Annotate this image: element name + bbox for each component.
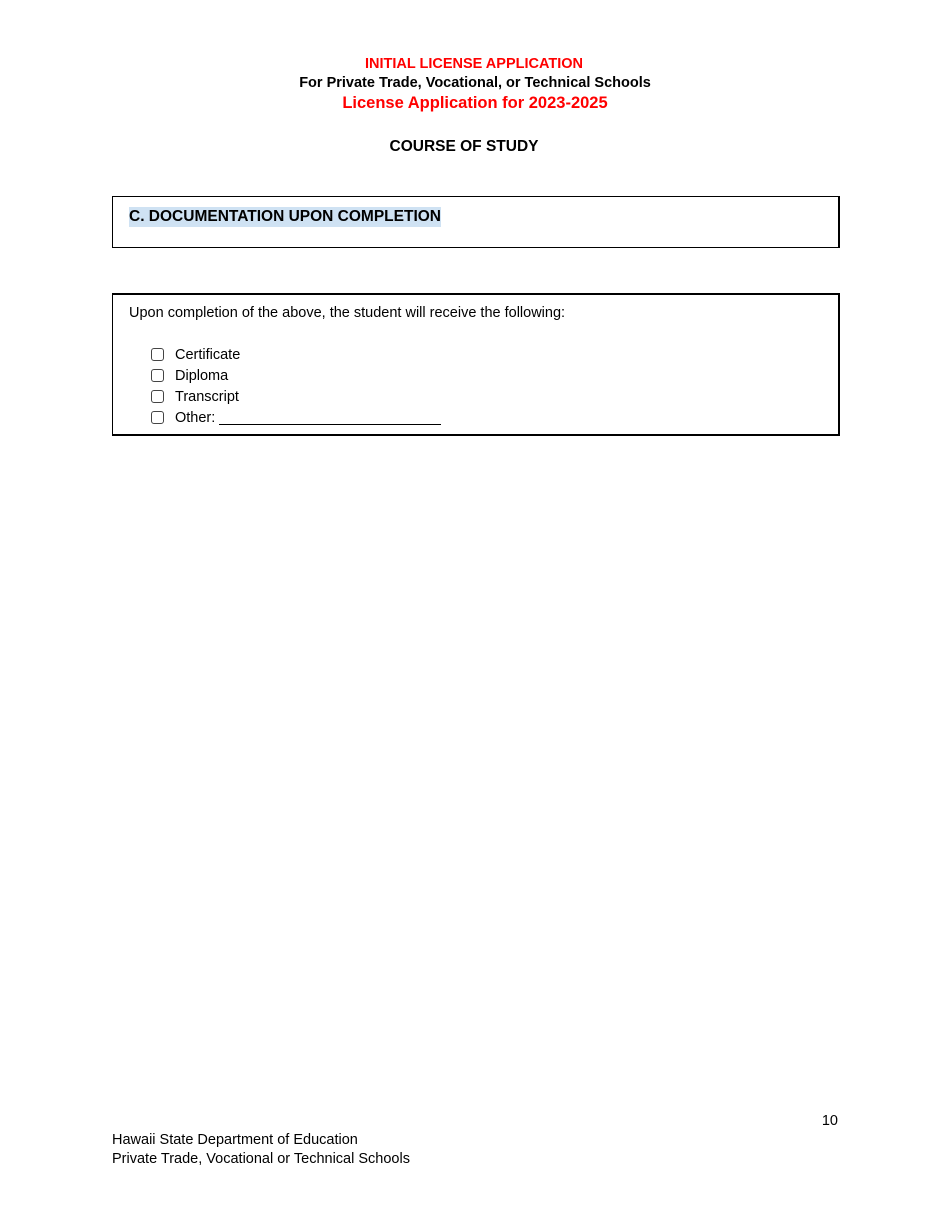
option-certificate[interactable] [151, 344, 441, 365]
option-label: Certificate [175, 346, 241, 363]
school-type-subtitle: For Private Trade, Vocational, or Technical Schools [299, 75, 651, 91]
option-label: Transcript [175, 388, 239, 405]
other-blank-field[interactable] [219, 411, 441, 425]
documentation-checklist [151, 344, 441, 428]
section-c-title: C. DOCUMENTATION UPON COMPLETION [129, 208, 441, 225]
certificate-checkbox[interactable] [151, 348, 164, 361]
completion-intro-text: Upon completion of the above, the student will receive the following: [129, 305, 566, 321]
document-header [0, 55, 950, 114]
footer-department: Hawaii State Department of Education [112, 1132, 358, 1148]
document-footer [112, 1131, 410, 1169]
option-transcript[interactable] [151, 386, 441, 407]
transcript-checkbox[interactable] [151, 390, 164, 403]
option-label: Diploma [175, 367, 229, 384]
page-number: 10 [821, 1113, 838, 1129]
section-title: COURSE OF STUDY [389, 138, 539, 155]
option-diploma[interactable] [151, 365, 441, 386]
section-c-header-box [112, 196, 840, 248]
footer-program: Private Trade, Vocational or Technical Schools [112, 1151, 410, 1167]
license-period-title: License Application for 2023-2025 [342, 94, 608, 112]
other-checkbox[interactable] [151, 411, 164, 424]
completion-documentation-box [112, 293, 840, 436]
option-label: Other: [175, 409, 216, 426]
diploma-checkbox[interactable] [151, 369, 164, 382]
application-type-title: INITIAL LICENSE APPLICATION [364, 56, 584, 72]
option-other[interactable] [151, 407, 441, 428]
